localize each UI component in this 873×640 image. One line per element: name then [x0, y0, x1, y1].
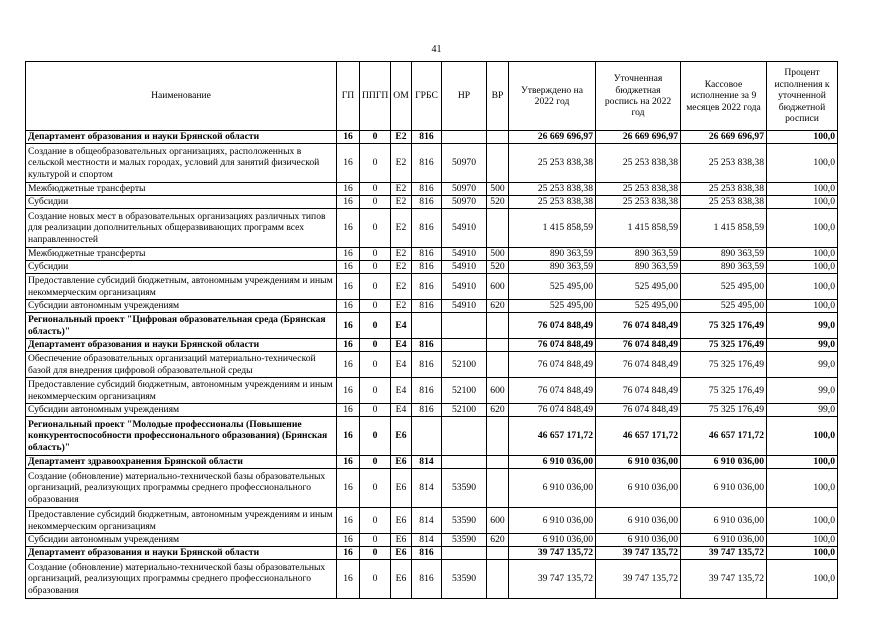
cell-om: Е2 — [391, 300, 412, 313]
cell-percent: 100,0 — [767, 274, 838, 300]
cell-gp: 16 — [337, 300, 360, 313]
cell-refined: 76 074 848,49 — [596, 404, 681, 417]
cell-nr — [442, 339, 487, 352]
cell-refined: 76 074 848,49 — [596, 313, 681, 339]
cell-cash: 26 669 696,97 — [681, 131, 767, 144]
cell-ppgp: 0 — [360, 339, 391, 352]
cell-nr — [442, 456, 487, 469]
cell-vr — [487, 209, 509, 248]
cell-om: Е6 — [391, 417, 412, 456]
cell-refined: 6 910 036,00 — [596, 456, 681, 469]
cell-cash: 6 910 036,00 — [681, 508, 767, 534]
cell-nr: 50970 — [442, 196, 487, 209]
header-approved: Утверждено на 2022 год — [509, 62, 596, 131]
cell-percent: 99,0 — [767, 313, 838, 339]
cell-name: Предоставление субсидий бюджетным, автономным учреждениям и иным некоммерческим организациям — [26, 274, 337, 300]
cell-nr: 52100 — [442, 378, 487, 404]
cell-om: Е2 — [391, 274, 412, 300]
cell-grbs: 814 — [412, 534, 442, 547]
cell-om: Е4 — [391, 352, 412, 378]
cell-cash: 6 910 036,00 — [681, 456, 767, 469]
cell-approved: 25 253 838,38 — [509, 183, 596, 196]
cell-cash: 75 325 176,49 — [681, 352, 767, 378]
cell-refined: 525 495,00 — [596, 300, 681, 313]
cell-cash: 75 325 176,49 — [681, 404, 767, 417]
cell-approved: 76 074 848,49 — [509, 352, 596, 378]
cell-nr: 54910 — [442, 274, 487, 300]
table-row — [26, 339, 838, 352]
cell-grbs: 816 — [412, 261, 442, 274]
cell-gp: 16 — [337, 261, 360, 274]
cell-om: Е2 — [391, 248, 412, 261]
cell-gp: 16 — [337, 144, 360, 183]
cell-refined: 26 669 696,97 — [596, 131, 681, 144]
cell-refined: 6 910 036,00 — [596, 469, 681, 508]
cell-om: Е4 — [391, 339, 412, 352]
cell-grbs: 816 — [412, 209, 442, 248]
cell-percent: 100,0 — [767, 547, 838, 560]
cell-om: Е6 — [391, 469, 412, 508]
cell-vr: 520 — [487, 196, 509, 209]
cell-name: Предоставление субсидий бюджетным, автономным учреждениям и иным некоммерческим организациям — [26, 508, 337, 534]
cell-vr: 600 — [487, 274, 509, 300]
cell-approved: 6 910 036,00 — [509, 534, 596, 547]
cell-approved: 890 363,59 — [509, 261, 596, 274]
cell-refined: 890 363,59 — [596, 248, 681, 261]
cell-refined: 25 253 838,38 — [596, 183, 681, 196]
cell-cash: 75 325 176,49 — [681, 378, 767, 404]
header-ppgp: ППГП — [360, 62, 391, 131]
cell-refined: 39 747 135,72 — [596, 547, 681, 560]
cell-refined: 46 657 171,72 — [596, 417, 681, 456]
cell-approved: 6 910 036,00 — [509, 469, 596, 508]
cell-om: Е4 — [391, 313, 412, 339]
cell-gp: 16 — [337, 196, 360, 209]
cell-vr — [487, 144, 509, 183]
header-nr: НР — [442, 62, 487, 131]
cell-cash: 75 325 176,49 — [681, 313, 767, 339]
cell-gp: 16 — [337, 469, 360, 508]
cell-name: Межбюджетные трансферты — [26, 183, 337, 196]
cell-approved: 76 074 848,49 — [509, 339, 596, 352]
table-row — [26, 456, 838, 469]
cell-approved: 25 253 838,38 — [509, 196, 596, 209]
cell-nr: 54910 — [442, 248, 487, 261]
cell-ppgp: 0 — [360, 469, 391, 508]
cell-refined: 890 363,59 — [596, 261, 681, 274]
cell-percent: 99,0 — [767, 378, 838, 404]
cell-nr: 53590 — [442, 560, 487, 599]
cell-approved: 39 747 135,72 — [509, 560, 596, 599]
cell-grbs: 814 — [412, 469, 442, 508]
header-om: ОМ — [391, 62, 412, 131]
cell-approved: 76 074 848,49 — [509, 378, 596, 404]
cell-name: Субсидии автономным учреждениям — [26, 534, 337, 547]
cell-om: Е6 — [391, 456, 412, 469]
header-cash: Кассовое исполнение за 9 месяцев 2022 года — [681, 62, 767, 131]
header-name: Наименование — [26, 62, 337, 131]
cell-approved: 46 657 171,72 — [509, 417, 596, 456]
cell-cash: 46 657 171,72 — [681, 417, 767, 456]
cell-grbs: 816 — [412, 196, 442, 209]
cell-nr — [442, 131, 487, 144]
cell-grbs: 816 — [412, 131, 442, 144]
cell-cash: 890 363,59 — [681, 248, 767, 261]
table-row — [26, 508, 838, 534]
cell-refined: 1 415 858,59 — [596, 209, 681, 248]
cell-vr: 500 — [487, 248, 509, 261]
header-percent: Процент исполнения к уточненной бюджетной росписи — [767, 62, 838, 131]
cell-ppgp: 0 — [360, 274, 391, 300]
cell-grbs: 816 — [412, 300, 442, 313]
cell-name: Создание (обновление) материально-технической базы образовательных организаций, реализующих программы среднего профессионального образования — [26, 560, 337, 599]
table-row — [26, 183, 838, 196]
cell-name: Создание (обновление) материально-технической базы образовательных организаций, реализующих программы среднего профессионального образования — [26, 469, 337, 508]
cell-cash: 25 253 838,38 — [681, 183, 767, 196]
cell-nr: 53590 — [442, 469, 487, 508]
cell-approved: 1 415 858,59 — [509, 209, 596, 248]
cell-name: Региональный проект "Цифровая образовательная среда (Брянская область)" — [26, 313, 337, 339]
cell-vr — [487, 456, 509, 469]
cell-name: Департамент здравоохранения Брянской области — [26, 456, 337, 469]
table-row — [26, 248, 838, 261]
cell-vr: 600 — [487, 508, 509, 534]
budget-table — [25, 61, 838, 599]
cell-grbs: 816 — [412, 183, 442, 196]
cell-om: Е2 — [391, 131, 412, 144]
cell-percent: 100,0 — [767, 131, 838, 144]
cell-vr — [487, 339, 509, 352]
cell-nr: 50970 — [442, 183, 487, 196]
cell-gp: 16 — [337, 313, 360, 339]
cell-gp: 16 — [337, 378, 360, 404]
cell-nr: 54910 — [442, 209, 487, 248]
cell-gp: 16 — [337, 131, 360, 144]
cell-gp: 16 — [337, 248, 360, 261]
cell-refined: 25 253 838,38 — [596, 196, 681, 209]
cell-om: Е6 — [391, 508, 412, 534]
cell-grbs: 814 — [412, 456, 442, 469]
cell-gp: 16 — [337, 456, 360, 469]
cell-name: Региональный проект "Молодые профессионалы (Повышение конкурентоспособности профессионального образования) (Брянская область)" — [26, 417, 337, 456]
cell-cash: 525 495,00 — [681, 300, 767, 313]
cell-ppgp: 0 — [360, 261, 391, 274]
cell-ppgp: 0 — [360, 404, 391, 417]
cell-grbs: 816 — [412, 339, 442, 352]
cell-gp: 16 — [337, 404, 360, 417]
cell-om: Е6 — [391, 534, 412, 547]
cell-approved: 26 669 696,97 — [509, 131, 596, 144]
cell-om: Е6 — [391, 560, 412, 599]
cell-percent: 99,0 — [767, 339, 838, 352]
cell-vr — [487, 131, 509, 144]
table-row — [26, 131, 838, 144]
table-row — [26, 274, 838, 300]
cell-grbs: 816 — [412, 404, 442, 417]
cell-grbs: 814 — [412, 508, 442, 534]
cell-name: Субсидии автономным учреждениям — [26, 300, 337, 313]
table-row — [26, 261, 838, 274]
cell-nr: 53590 — [442, 534, 487, 547]
cell-gp: 16 — [337, 274, 360, 300]
table-row — [26, 417, 838, 456]
cell-cash: 6 910 036,00 — [681, 469, 767, 508]
cell-approved: 6 910 036,00 — [509, 508, 596, 534]
cell-name: Департамент образования и науки Брянской области — [26, 131, 337, 144]
table-row — [26, 404, 838, 417]
cell-refined: 25 253 838,38 — [596, 144, 681, 183]
cell-ppgp: 0 — [360, 196, 391, 209]
cell-refined: 76 074 848,49 — [596, 339, 681, 352]
cell-vr: 520 — [487, 261, 509, 274]
cell-nr: 50970 — [442, 144, 487, 183]
cell-refined: 6 910 036,00 — [596, 508, 681, 534]
cell-ppgp: 0 — [360, 209, 391, 248]
cell-percent: 100,0 — [767, 534, 838, 547]
cell-gp: 16 — [337, 560, 360, 599]
cell-om: Е2 — [391, 261, 412, 274]
cell-name: Субсидии — [26, 196, 337, 209]
cell-ppgp: 0 — [360, 534, 391, 547]
cell-percent: 99,0 — [767, 352, 838, 378]
cell-om: Е4 — [391, 404, 412, 417]
cell-vr: 620 — [487, 300, 509, 313]
table-row — [26, 547, 838, 560]
cell-ppgp: 0 — [360, 183, 391, 196]
page-number: 41 — [431, 44, 442, 55]
cell-gp: 16 — [337, 534, 360, 547]
cell-grbs: 816 — [412, 248, 442, 261]
cell-cash: 1 415 858,59 — [681, 209, 767, 248]
cell-ppgp: 0 — [360, 378, 391, 404]
cell-name: Создание в общеобразовательных организациях, расположенных в сельской местности и малых городах, условий для занятий физической культурой и спортом — [26, 144, 337, 183]
cell-name: Субсидии — [26, 261, 337, 274]
cell-percent: 100,0 — [767, 183, 838, 196]
cell-approved: 525 495,00 — [509, 300, 596, 313]
table-row — [26, 144, 838, 183]
cell-cash: 525 495,00 — [681, 274, 767, 300]
cell-ppgp: 0 — [360, 560, 391, 599]
cell-grbs: 816 — [412, 274, 442, 300]
cell-grbs — [412, 417, 442, 456]
table-body — [26, 131, 838, 599]
table-row — [26, 534, 838, 547]
cell-vr: 600 — [487, 378, 509, 404]
cell-name: Департамент образования и науки Брянской области — [26, 547, 337, 560]
cell-om: Е2 — [391, 144, 412, 183]
header-gp: ГП — [337, 62, 360, 131]
cell-ppgp: 0 — [360, 352, 391, 378]
cell-refined: 39 747 135,72 — [596, 560, 681, 599]
cell-vr: 620 — [487, 404, 509, 417]
cell-approved: 39 747 135,72 — [509, 547, 596, 560]
cell-approved: 890 363,59 — [509, 248, 596, 261]
cell-cash: 25 253 838,38 — [681, 144, 767, 183]
cell-gp: 16 — [337, 339, 360, 352]
cell-ppgp: 0 — [360, 547, 391, 560]
cell-name: Предоставление субсидий бюджетным, автономным учреждениям и иным некоммерческим организациям — [26, 378, 337, 404]
cell-grbs: 816 — [412, 547, 442, 560]
cell-name: Межбюджетные трансферты — [26, 248, 337, 261]
table-row — [26, 196, 838, 209]
cell-om: Е2 — [391, 183, 412, 196]
cell-ppgp: 0 — [360, 144, 391, 183]
cell-percent: 100,0 — [767, 196, 838, 209]
cell-om: Е4 — [391, 378, 412, 404]
cell-grbs: 816 — [412, 144, 442, 183]
cell-percent: 100,0 — [767, 300, 838, 313]
cell-grbs — [412, 313, 442, 339]
cell-vr — [487, 313, 509, 339]
header-grbs: ГРБС — [412, 62, 442, 131]
cell-cash: 6 910 036,00 — [681, 534, 767, 547]
cell-refined: 525 495,00 — [596, 274, 681, 300]
cell-gp: 16 — [337, 183, 360, 196]
cell-gp: 16 — [337, 547, 360, 560]
cell-percent: 100,0 — [767, 508, 838, 534]
cell-vr: 500 — [487, 183, 509, 196]
cell-percent: 99,0 — [767, 404, 838, 417]
cell-percent: 100,0 — [767, 469, 838, 508]
cell-ppgp: 0 — [360, 248, 391, 261]
cell-percent: 100,0 — [767, 417, 838, 456]
cell-vr — [487, 547, 509, 560]
cell-approved: 25 253 838,38 — [509, 144, 596, 183]
table-row — [26, 469, 838, 508]
cell-nr — [442, 417, 487, 456]
cell-name: Департамент образования и науки Брянской области — [26, 339, 337, 352]
cell-refined: 76 074 848,49 — [596, 378, 681, 404]
cell-nr: 52100 — [442, 404, 487, 417]
cell-ppgp: 0 — [360, 313, 391, 339]
header-refined: Уточненная бюджетная роспись на 2022 год — [596, 62, 681, 131]
cell-percent: 100,0 — [767, 209, 838, 248]
cell-vr: 620 — [487, 534, 509, 547]
cell-nr: 52100 — [442, 352, 487, 378]
cell-ppgp: 0 — [360, 131, 391, 144]
table-header-row — [26, 62, 838, 131]
table-row — [26, 560, 838, 599]
cell-approved: 525 495,00 — [509, 274, 596, 300]
cell-om: Е2 — [391, 209, 412, 248]
cell-om: Е6 — [391, 547, 412, 560]
cell-vr — [487, 352, 509, 378]
cell-gp: 16 — [337, 417, 360, 456]
cell-nr: 54910 — [442, 300, 487, 313]
cell-approved: 6 910 036,00 — [509, 456, 596, 469]
cell-nr — [442, 313, 487, 339]
cell-grbs: 816 — [412, 560, 442, 599]
cell-vr — [487, 417, 509, 456]
cell-percent: 100,0 — [767, 248, 838, 261]
cell-gp: 16 — [337, 209, 360, 248]
cell-refined: 76 074 848,49 — [596, 352, 681, 378]
table-row — [26, 378, 838, 404]
cell-cash: 25 253 838,38 — [681, 196, 767, 209]
cell-ppgp: 0 — [360, 456, 391, 469]
table-row — [26, 352, 838, 378]
cell-approved: 76 074 848,49 — [509, 313, 596, 339]
cell-percent: 100,0 — [767, 144, 838, 183]
cell-percent: 100,0 — [767, 560, 838, 599]
cell-name: Субсидии автономным учреждениям — [26, 404, 337, 417]
cell-percent: 100,0 — [767, 261, 838, 274]
cell-vr — [487, 560, 509, 599]
cell-vr — [487, 469, 509, 508]
cell-om: Е2 — [391, 196, 412, 209]
cell-grbs: 816 — [412, 378, 442, 404]
cell-name: Обеспечение образовательных организаций материально-технической базой для внедрения цифровой образовательной среды — [26, 352, 337, 378]
cell-cash: 890 363,59 — [681, 261, 767, 274]
cell-nr — [442, 547, 487, 560]
cell-approved: 76 074 848,49 — [509, 404, 596, 417]
cell-cash: 39 747 135,72 — [681, 560, 767, 599]
cell-percent: 100,0 — [767, 456, 838, 469]
table-row — [26, 300, 838, 313]
cell-cash: 39 747 135,72 — [681, 547, 767, 560]
table-row — [26, 313, 838, 339]
cell-nr: 54910 — [442, 261, 487, 274]
cell-gp: 16 — [337, 352, 360, 378]
table-row — [26, 209, 838, 248]
header-vr: ВР — [487, 62, 509, 131]
cell-ppgp: 0 — [360, 300, 391, 313]
cell-ppgp: 0 — [360, 508, 391, 534]
cell-refined: 6 910 036,00 — [596, 534, 681, 547]
cell-cash: 75 325 176,49 — [681, 339, 767, 352]
cell-gp: 16 — [337, 508, 360, 534]
cell-ppgp: 0 — [360, 417, 391, 456]
cell-name: Создание новых мест в образовательных организациях различных типов для реализации дополнительных общеразвивающих программ всех направленностей — [26, 209, 337, 248]
cell-nr: 53590 — [442, 508, 487, 534]
cell-grbs: 816 — [412, 352, 442, 378]
